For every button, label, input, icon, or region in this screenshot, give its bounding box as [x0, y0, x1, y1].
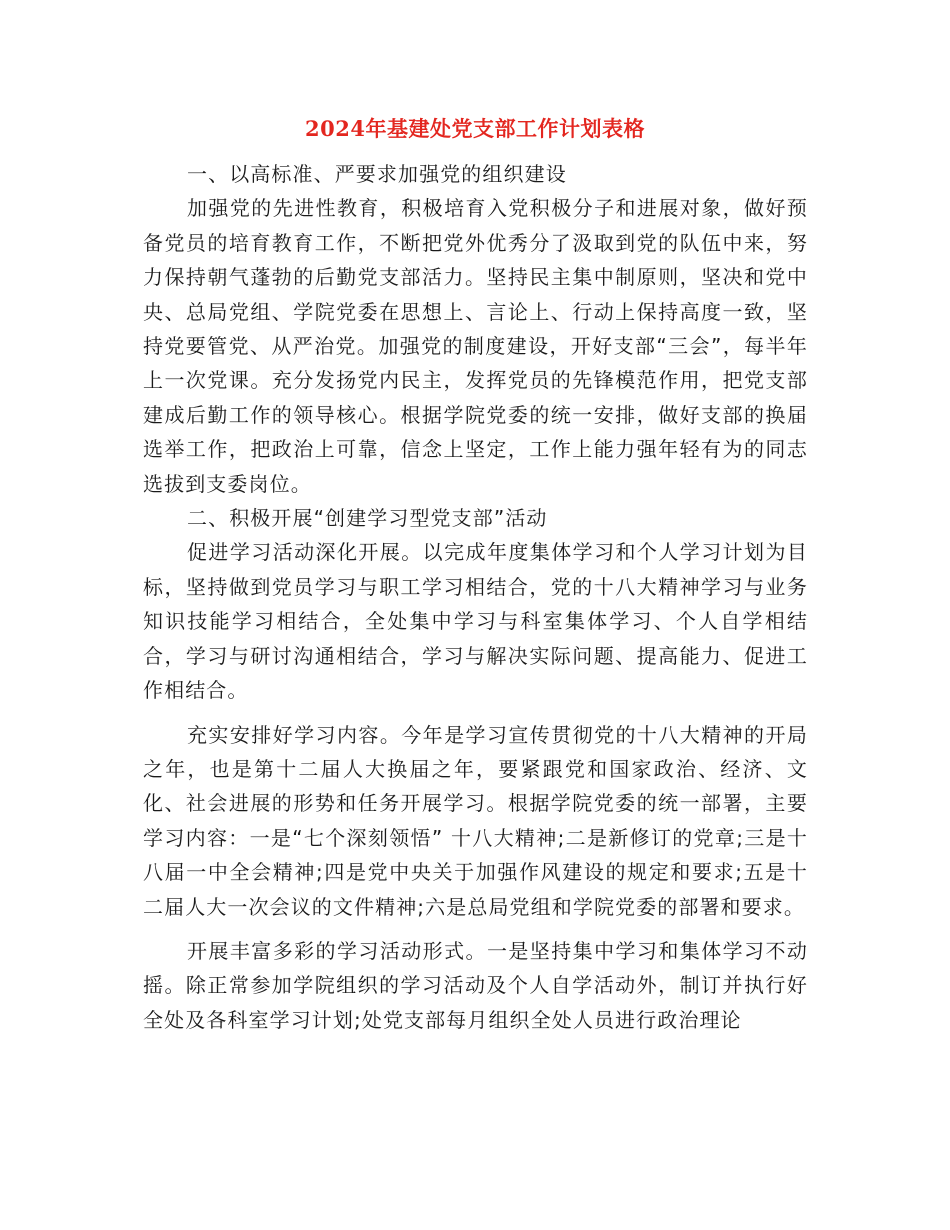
paragraph-study-activities: 促进学习活动深化开展。以完成年度集体学习和个人学习计划为目标，坚持做到党员学习与职工学习相结合，党的十八大精神学习与业务知识技能学习相结合，全处集中学习与科室集体学习、个人自学相结合，学习与研讨沟通相结合，学习与解决实际问题、提高能力、促进工作相结合。 [143, 540, 808, 703]
section-heading-1: 一、以高标准、严要求加强党的组织建设 [187, 162, 567, 186]
section-heading-2: 二、积极开展“创建学习型党支部”活动 [187, 506, 548, 531]
document-title: 2024年基建处党支部工作计划表格 [305, 116, 645, 141]
paragraph-study-content: 充实安排好学习内容。今年是学习宣传贯彻党的十八大精神的开局之年，也是第十二届人大换届之年，要紧跟党和国家政治、经济、文化、社会进展的形势和任务开展学习。根据学院党委的统一部署，主要学习内容：一是“七个深刻领悟” 十八大精神;二是新修订的党章;三是十八届一中全会精神;四是党中央关于加强作风建设的规定和要求;五是十二届人大一次会议的文件精神;六是总局党组和学院党委的部署和要求。 [143, 722, 808, 919]
paragraph-org-building: 加强党的先进性教育，积极培育入党积极分子和进展对象，做好预备党员的培育教育工作，不断把党外优秀分了汲取到党的队伍中来，努力保持朝气蓬勃的后勤党支部活力。坚持民主集中制原则，坚决和党中央、总局党组、学院党委在思想上、言论上、行动上保持高度一致，坚持党要管党、从严治党。加强党的制度建设，开好支部“三会”，每半年上一次党课。充分发扬党内民主，发挥党员的先锋模范作用，把党支部建成后勤工作的领导核心。根据学院党委的统一安排，做好支部的换届选举工作，把政治上可靠，信念上坚定，工作上能力强年轻有为的同志选拔到支委岗位。 [143, 196, 808, 496]
document-body [143, 157, 808, 1037]
paragraph-study-forms: 开展丰富多彩的学习活动形式。一是坚持集中学习和集体学习不动摇。除正常参加学院组织的学习活动及个人自学活动外，制订并执行好全处及各科室学习计划;处党支部每月组织全处人员进行政治理论 [143, 938, 808, 1032]
